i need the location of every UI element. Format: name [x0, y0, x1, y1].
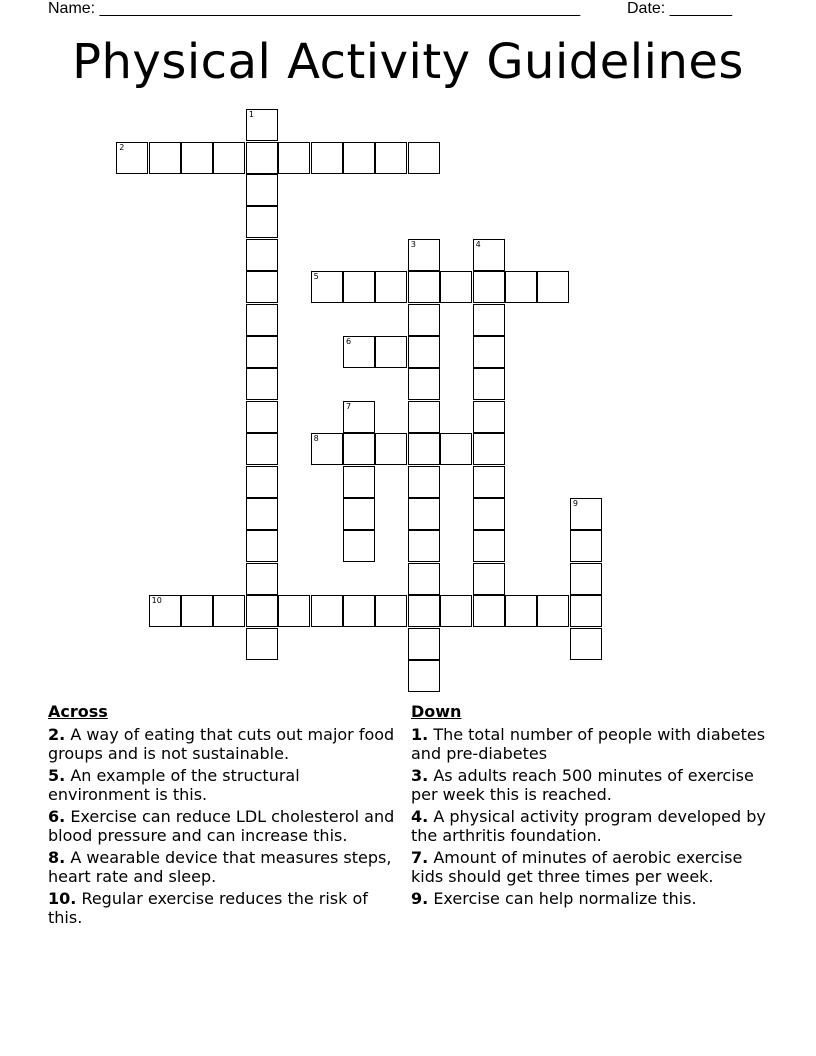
across-clue [48, 807, 398, 845]
crossword-cell[interactable] [408, 271, 440, 303]
crossword-cell[interactable] [570, 628, 602, 660]
crossword-cell[interactable] [181, 142, 213, 174]
crossword-cell[interactable] [343, 433, 375, 465]
cell-number: 2 [119, 142, 125, 152]
crossword-cell[interactable] [408, 466, 440, 498]
cell-number: 6 [346, 337, 352, 347]
clue-text: Amount of minutes of aerobic exercise kids should get three times per week. [411, 848, 743, 886]
across-clues [48, 702, 398, 930]
crossword-cell[interactable] [246, 498, 278, 530]
crossword-cell[interactable] [473, 530, 505, 562]
cell-number: 10 [151, 596, 162, 606]
crossword-cell[interactable] [570, 530, 602, 562]
crossword-cell[interactable] [311, 271, 343, 303]
crossword-cell[interactable] [473, 304, 505, 336]
crossword-cell[interactable] [408, 498, 440, 530]
crossword-cell[interactable] [570, 563, 602, 595]
crossword-cell[interactable] [213, 595, 245, 627]
clue-number: 3. [411, 766, 429, 785]
crossword-cell[interactable] [408, 401, 440, 433]
crossword-cell[interactable] [408, 433, 440, 465]
crossword-cell[interactable] [473, 433, 505, 465]
crossword-cell[interactable] [375, 271, 407, 303]
crossword-cell[interactable] [408, 336, 440, 368]
clue-number: 9. [411, 889, 429, 908]
crossword-cell[interactable] [473, 401, 505, 433]
crossword-cell[interactable] [505, 595, 537, 627]
clue-number: 4. [411, 807, 429, 826]
crossword-cell[interactable] [440, 595, 472, 627]
crossword-cell[interactable] [246, 336, 278, 368]
across-clue [48, 766, 398, 804]
crossword-cell[interactable] [278, 142, 310, 174]
crossword-cell[interactable] [246, 595, 278, 627]
crossword-cell[interactable] [408, 304, 440, 336]
cell-number: 9 [572, 499, 578, 509]
crossword-cell[interactable] [408, 530, 440, 562]
crossword-cell[interactable] [537, 595, 569, 627]
crossword-cell[interactable] [343, 530, 375, 562]
crossword-cell[interactable] [246, 206, 278, 238]
crossword-cell[interactable] [311, 142, 343, 174]
across-heading: Across [48, 702, 108, 721]
crossword-cell[interactable] [343, 142, 375, 174]
clue-number: 7. [411, 848, 429, 867]
crossword-cell[interactable] [149, 142, 181, 174]
crossword-cell[interactable] [278, 595, 310, 627]
clue-text: As adults reach 500 minutes of exercise per week this is reached. [411, 766, 754, 804]
crossword-cell[interactable] [408, 239, 440, 271]
down-clues [411, 702, 771, 911]
cell-number: 3 [410, 239, 416, 249]
cell-number: 8 [313, 434, 319, 444]
clue-text: A way of eating that cuts out major food groups and is not sustainable. [48, 725, 395, 763]
crossword-cell[interactable] [375, 142, 407, 174]
down-clue [411, 725, 771, 763]
crossword-cell[interactable] [246, 271, 278, 303]
crossword-cell[interactable] [408, 142, 440, 174]
crossword-cell[interactable] [375, 336, 407, 368]
clue-text: A physical activity program developed by the arthritis foundation. [411, 807, 766, 845]
crossword-cell[interactable] [473, 595, 505, 627]
down-heading: Down [411, 702, 462, 721]
crossword-cell[interactable] [246, 466, 278, 498]
crossword-cell[interactable] [246, 304, 278, 336]
cell-number: 7 [346, 401, 352, 411]
crossword-cell[interactable] [343, 401, 375, 433]
crossword-cell[interactable] [473, 336, 505, 368]
crossword-cell[interactable] [570, 498, 602, 530]
clue-number: 8. [48, 848, 66, 867]
down-clue [411, 807, 771, 845]
crossword-cell[interactable] [246, 368, 278, 400]
cell-number: 1 [248, 110, 254, 120]
across-clue [48, 848, 398, 886]
name-field-label: Name: ______________________________________________________ [48, 0, 581, 17]
crossword-cell[interactable] [246, 109, 278, 141]
crossword-cell[interactable] [537, 271, 569, 303]
date-field-label: Date: _______ [627, 0, 732, 17]
crossword-cell[interactable] [343, 498, 375, 530]
crossword-cell[interactable] [505, 271, 537, 303]
crossword-cell[interactable] [570, 595, 602, 627]
clue-text: The total number of people with diabetes and pre-diabetes [411, 725, 766, 763]
clue-text: Exercise can reduce LDL cholesterol and blood pressure and can increase this. [48, 807, 395, 845]
crossword-cell[interactable] [473, 466, 505, 498]
crossword-cell[interactable] [311, 595, 343, 627]
crossword-cell[interactable] [246, 142, 278, 174]
crossword-cell[interactable] [246, 563, 278, 595]
cell-number: 4 [475, 239, 481, 249]
crossword-cell[interactable] [246, 530, 278, 562]
crossword-cell[interactable] [473, 498, 505, 530]
crossword-cell[interactable] [116, 142, 148, 174]
crossword-cell[interactable] [343, 595, 375, 627]
crossword-cell[interactable] [408, 368, 440, 400]
across-clue [48, 725, 398, 763]
crossword-cell[interactable] [440, 271, 472, 303]
crossword-cell[interactable] [408, 660, 440, 692]
clue-text: A wearable device that measures steps, heart rate and sleep. [48, 848, 392, 886]
clue-number: 6. [48, 807, 66, 826]
clue-number: 2. [48, 725, 66, 744]
crossword-cell[interactable] [181, 595, 213, 627]
crossword-cell[interactable] [408, 563, 440, 595]
clue-text: An example of the structural environment is this. [48, 766, 300, 804]
clue-number: 1. [411, 725, 429, 744]
down-clue [411, 889, 771, 908]
crossword-cell[interactable] [408, 595, 440, 627]
crossword-cell[interactable] [408, 628, 440, 660]
across-clue [48, 889, 398, 927]
crossword-cell[interactable] [149, 595, 181, 627]
crossword-cell[interactable] [375, 433, 407, 465]
crossword-cell[interactable] [246, 174, 278, 206]
crossword-cell[interactable] [213, 142, 245, 174]
crossword-cell[interactable] [246, 401, 278, 433]
clue-number: 10. [48, 889, 77, 908]
cell-number: 5 [313, 272, 319, 282]
crossword-cell[interactable] [246, 433, 278, 465]
page-title: Physical Activity Guidelines [72, 34, 744, 90]
crossword-cell[interactable] [246, 628, 278, 660]
crossword-cell[interactable] [473, 271, 505, 303]
crossword-cell[interactable] [311, 433, 343, 465]
down-clue [411, 848, 771, 886]
clue-number: 5. [48, 766, 66, 785]
clue-text: Regular exercise reduces the risk of this. [48, 889, 368, 927]
crossword-cell[interactable] [343, 271, 375, 303]
crossword-cell[interactable] [473, 563, 505, 595]
clue-text: Exercise can help normalize this. [433, 889, 697, 908]
crossword-cell[interactable] [473, 368, 505, 400]
crossword-cell[interactable] [246, 239, 278, 271]
crossword-cell[interactable] [375, 595, 407, 627]
crossword-cell[interactable] [440, 433, 472, 465]
crossword-cell[interactable] [343, 336, 375, 368]
down-clue [411, 766, 771, 804]
crossword-cell[interactable] [473, 239, 505, 271]
crossword-cell[interactable] [343, 466, 375, 498]
